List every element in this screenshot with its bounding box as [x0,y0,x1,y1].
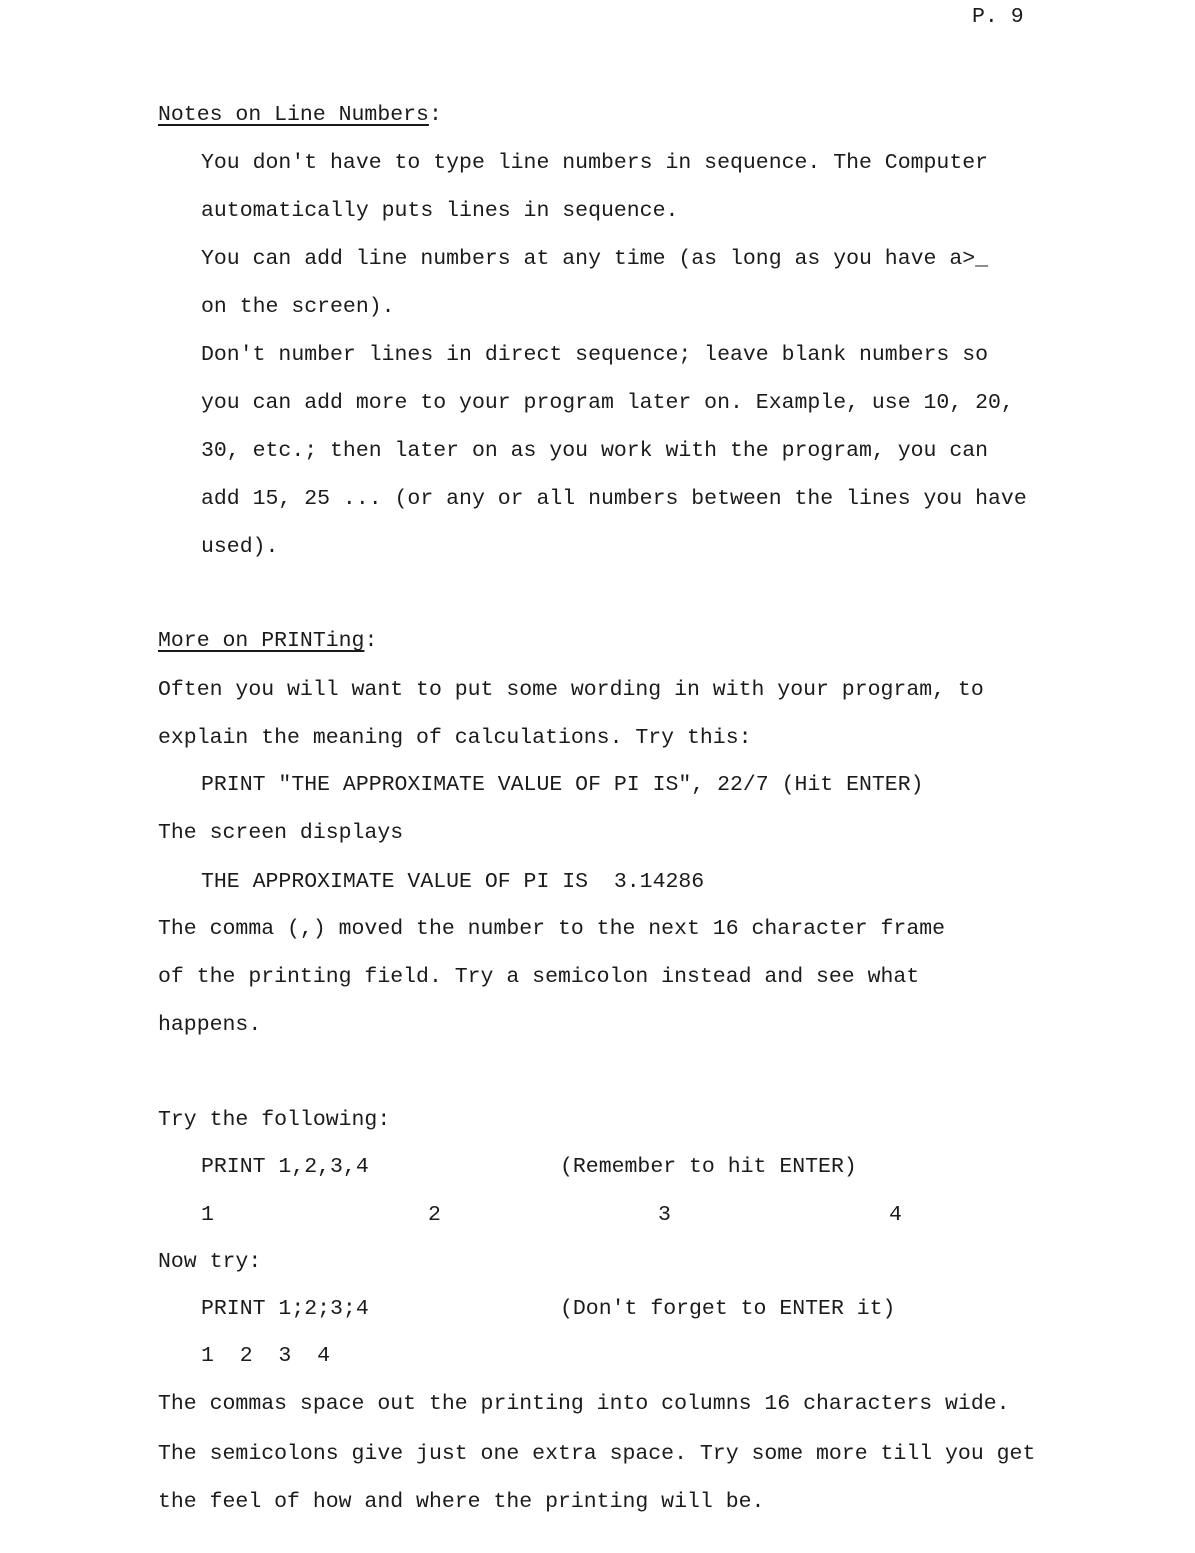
heading-text: More on PRINTing [158,629,365,653]
paragraph-line: you can add more to your program later on. Example, use 10, 20, [201,391,1014,415]
heading-colon: : [364,629,378,653]
paragraph-line: Often you will want to put some wording in with your program, to [158,678,984,702]
paragraph-line: The semicolons give just one extra space. Try some more till you get [158,1442,1036,1466]
paragraph-line: the feel of how and where the printing will be. [158,1490,765,1514]
comma-print-command: PRINT 1,2,3,4 [201,1155,369,1179]
semicolon-print-command: PRINT 1;2;3;4 [201,1297,369,1321]
code-example-output: THE APPROXIMATE VALUE OF PI IS 3.14286 [201,870,705,894]
paragraph-line: You can add line numbers at any time (as long as you have a>_ [201,247,989,271]
section-heading-printing [158,628,377,654]
paragraph-line: of the printing field. Try a semicolon instead and see what [158,965,920,989]
paragraph-line: The screen displays [158,821,404,845]
page-number: P. 9 [972,5,1024,29]
try-following-label: Try the following: [158,1108,391,1132]
paragraph-line: explain the meaning of calculations. Try this: [158,726,752,750]
paragraph-line: add 15, 25 ... (or any or all numbers between the lines you have [201,487,1027,511]
section-heading-line-numbers [158,102,442,128]
comma-output-2: 2 [428,1203,441,1227]
paragraph-line: You don't have to type line numbers in sequence. The Computer [201,151,989,175]
paragraph-line: The comma (,) moved the number to the next 16 character frame [158,917,946,941]
paragraph-line: used). [201,535,279,559]
comma-output-4: 4 [889,1203,902,1227]
semicolon-print-note: (Don't forget to ENTER it) [560,1297,896,1321]
paragraph-line: The commas space out the printing into columns 16 characters wide. [158,1392,1010,1416]
paragraph-line: automatically puts lines in sequence. [201,199,679,223]
code-example-command: PRINT "THE APPROXIMATE VALUE OF PI IS", 22/7 (Hit ENTER) [201,773,924,797]
heading-text: Notes on Line Numbers [158,103,429,127]
paragraph-line: Don't number lines in direct sequence; leave blank numbers so [201,343,989,367]
heading-colon: : [428,103,442,127]
comma-print-note: (Remember to hit ENTER) [560,1155,857,1179]
paragraph-line: happens. [158,1013,262,1037]
paragraph-line: on the screen). [201,295,395,319]
semicolon-output: 1 2 3 4 [201,1344,331,1368]
comma-output-3: 3 [658,1203,671,1227]
now-try-label: Now try: [158,1250,262,1274]
paragraph-line: 30, etc.; then later on as you work with the program, you can [201,439,989,463]
comma-output-1: 1 [201,1203,214,1227]
